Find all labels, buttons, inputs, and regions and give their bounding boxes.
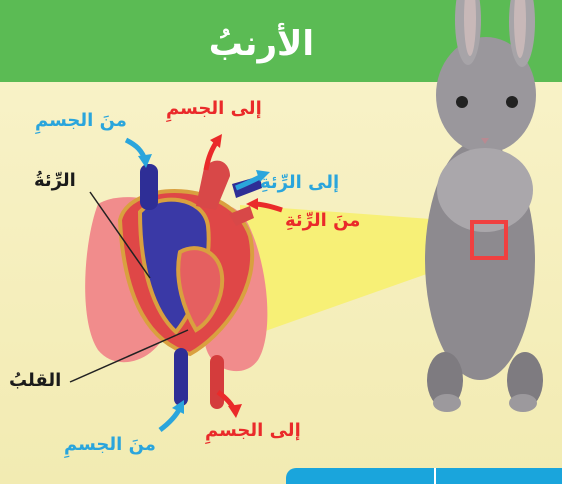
rabbit-illustration bbox=[425, 0, 543, 412]
heart bbox=[120, 161, 262, 409]
label-to-body-top: إلى الجسمِ bbox=[166, 98, 262, 119]
bottom-tab-strip bbox=[286, 468, 562, 484]
label-heart: القلبُ bbox=[9, 370, 62, 391]
label-from-body-top: منَ الجسمِ bbox=[35, 110, 127, 131]
arrow-from-body-bottom bbox=[160, 400, 184, 430]
arrow-from-body-top bbox=[126, 140, 152, 168]
label-from-lung: منَ الرِّئةِ bbox=[285, 210, 361, 231]
label-lung: الرِّئةُ bbox=[34, 170, 76, 191]
label-from-body-bottom: منَ الجسمِ bbox=[64, 434, 156, 455]
diagram-title: الأرنبُ bbox=[208, 24, 314, 64]
label-to-lung: إلى الرِّئةِ bbox=[260, 172, 340, 193]
label-to-body-bottom: إلى الجسمِ bbox=[205, 420, 301, 441]
